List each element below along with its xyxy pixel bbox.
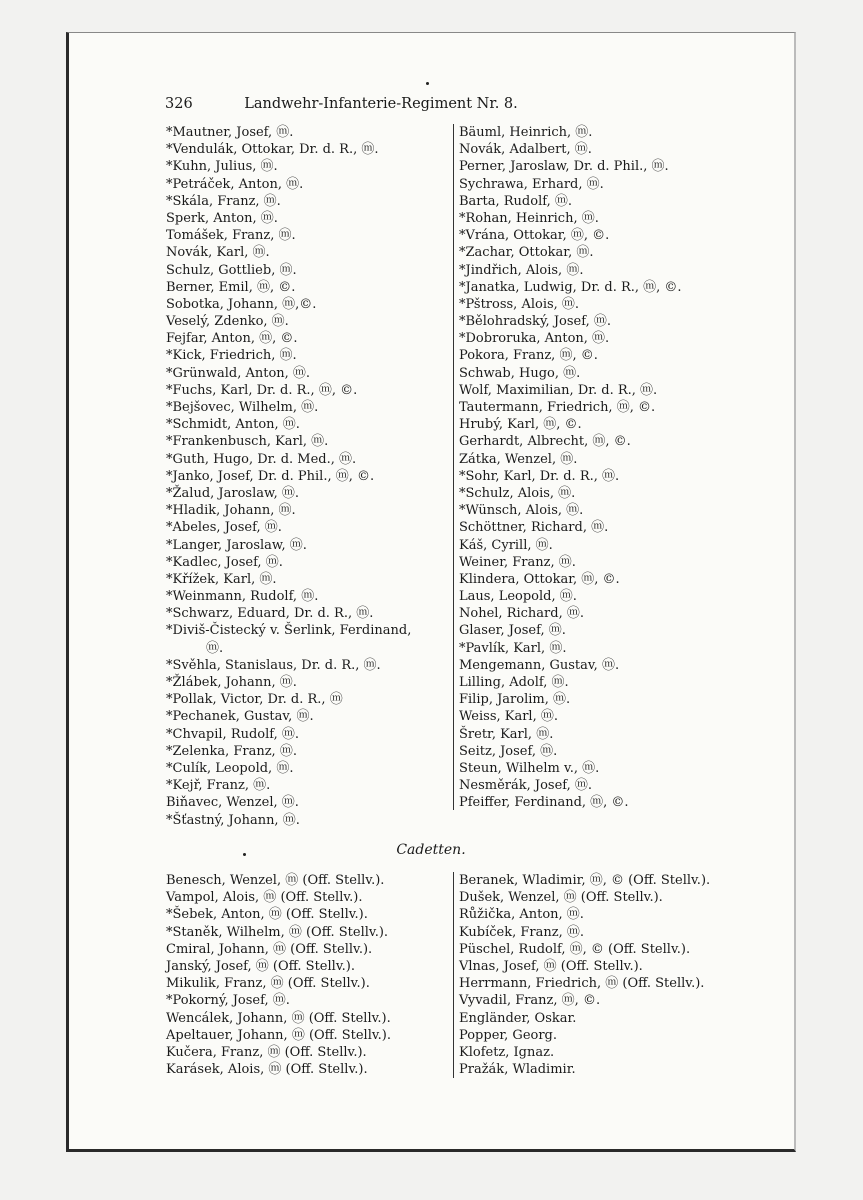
list-item: *Kejř, Franz, ⓜ. <box>166 778 271 794</box>
list-item: *Pechanek, Gustav, ⓜ. <box>166 709 314 725</box>
list-item: Kučera, Franz, ⓜ (Off. Stellv.). <box>166 1044 367 1060</box>
list-item: *Fuchs, Karl, Dr. d. R., ⓜ, ©. <box>166 382 358 398</box>
list-item: Nohel, Richard, ⓜ. <box>459 606 584 622</box>
list-item: Šretr, Karl, ⓜ. <box>459 726 554 742</box>
list-item: Herrmann, Friedrich, ⓜ (Off. Stellv.). <box>459 976 705 992</box>
list-item: Apeltauer, Johann, ⓜ (Off. Stellv.). <box>166 1027 391 1043</box>
list-item: Sobotka, Johann, ⓜ,©. <box>166 296 317 312</box>
list-item: Perner, Jaroslaw, Dr. d. Phil., ⓜ. <box>459 159 669 175</box>
list-item: Růžička, Anton, ⓜ. <box>459 907 584 923</box>
list-item: *Žlábek, Johann, ⓜ. <box>166 675 297 690</box>
list-item: *Kadlec, Josef, ⓜ. <box>166 554 283 570</box>
list-item: Fejfar, Anton, ⓜ, ©. <box>166 331 298 347</box>
list-item: *Grünwald, Anton, ⓜ. <box>166 365 311 381</box>
list-item: Janský, Josef, ⓜ (Off. Stellv.). <box>166 958 355 974</box>
list-item: *Křížek, Karl, ⓜ. <box>166 571 277 587</box>
list-item: *Bělohradský, Josef, ⓜ. <box>459 314 611 330</box>
list-item: Glaser, Josef, ⓜ. <box>459 623 566 639</box>
list-item: Mikulik, Franz, ⓜ (Off. Stellv.). <box>166 976 370 992</box>
list-item: Beranek, Wladimir, ⓜ, © (Off. Stellv.). <box>459 873 711 888</box>
list-item: *Žalud, Jaroslaw, ⓜ. <box>166 485 299 501</box>
list-item: Veselý, Zdenko, ⓜ. <box>166 314 289 330</box>
list-item: Lilling, Adolf, ⓜ. <box>459 675 569 690</box>
list-item: Wencálek, Johann, ⓜ (Off. Stellv.). <box>166 1010 391 1026</box>
list-item: Laus, Leopold, ⓜ. <box>459 589 577 605</box>
list-item: *Šťastný, Johann, ⓜ. <box>166 812 300 828</box>
list-item: *Zelenka, Franz, ⓜ. <box>166 743 297 759</box>
list-item: *Kuhn, Julius, ⓜ. <box>166 159 278 175</box>
list-item: *Pavlík, Karl, ⓜ. <box>459 640 567 656</box>
list-item: Kubíček, Franz, ⓜ. <box>459 924 584 940</box>
running-title: Landwehr-Infanterie-Regiment Nr. 8. <box>244 96 518 112</box>
list-item: *Svěhla, Stanislaus, Dr. d. R., ⓜ. <box>166 657 381 673</box>
list-item: Benesch, Wenzel, ⓜ (Off. Stellv.). <box>166 873 385 888</box>
list-item: Mengemann, Gustav, ⓜ. <box>459 657 620 673</box>
list-item: *Hladik, Johann, ⓜ. <box>166 503 296 519</box>
list-item: Seitz, Josef, ⓜ. <box>459 743 558 759</box>
list-item: Vampol, Alois, ⓜ (Off. Stellv.). <box>166 890 363 906</box>
list-item: Pokora, Franz, ⓜ, ©. <box>459 348 598 364</box>
list-item: Püschel, Rudolf, ⓜ, © (Off. Stellv.). <box>459 941 691 957</box>
list-item: Schwab, Hugo, ⓜ. <box>459 365 581 381</box>
list-item: Vyvadil, Franz, ⓜ, ©. <box>459 993 601 1009</box>
list-item: Sychrawa, Erhard, ⓜ. <box>459 176 604 192</box>
list-item: Klindera, Ottokar, ⓜ, ©. <box>459 571 620 587</box>
list-item: *Janko, Josef, Dr. d. Phil., ⓜ, ©. <box>166 468 375 484</box>
officer-list-left <box>166 124 448 829</box>
column-divider <box>453 872 454 1078</box>
list-item: *Guth, Hugo, Dr. d. Med., ⓜ. <box>166 451 357 467</box>
list-item: *Vrána, Ottokar, ⓜ, ©. <box>459 228 610 244</box>
list-item: *Rohan, Heinrich, ⓜ. <box>459 210 599 226</box>
list-item: *Pštross, Alois, ⓜ. <box>459 296 580 312</box>
list-item: *Staněk, Wilhelm, ⓜ (Off. Stellv.). <box>166 924 389 940</box>
list-item: *Šebek, Anton, ⓜ (Off. Stellv.). <box>166 907 368 923</box>
list-item: Nesměrák, Josef, ⓜ. <box>459 778 593 794</box>
list-item: Filip, Jarolim, ⓜ. <box>459 692 571 708</box>
list-item: *Jindřich, Alois, ⓜ. <box>459 262 584 278</box>
list-item: Sperk, Anton, ⓜ. <box>166 210 278 226</box>
list-item: Engländer, Oskar. <box>459 1010 577 1026</box>
list-item: *Sohr, Karl, Dr. d. R., ⓜ. <box>459 468 620 484</box>
list-item: Dušek, Wenzel, ⓜ (Off. Stellv.). <box>459 890 663 906</box>
cadet-list-right <box>459 872 759 1078</box>
list-item: Wolf, Maximilian, Dr. d. R., ⓜ. <box>459 382 658 398</box>
list-item: *Langer, Jaroslaw, ⓜ. <box>166 537 307 553</box>
list-item: Novák, Karl, ⓜ. <box>166 245 270 261</box>
list-item: ⓜ. <box>206 640 224 656</box>
list-item: Berner, Emil, ⓜ, ©. <box>166 279 296 295</box>
list-item: *Skála, Franz, ⓜ. <box>166 193 281 209</box>
list-item: Bäuml, Heinrich, ⓜ. <box>459 125 593 140</box>
list-item: Biňavec, Wenzel, ⓜ. <box>166 795 299 811</box>
list-item: *Frankenbusch, Karl, ⓜ. <box>166 434 329 450</box>
list-item: *Mautner, Josef, ⓜ. <box>166 125 294 140</box>
list-item: Hrubý, Karl, ⓜ, ©. <box>459 417 582 433</box>
list-item: Karásek, Alois, ⓜ (Off. Stellv.). <box>166 1062 368 1078</box>
list-item: Weiner, Franz, ⓜ. <box>459 554 576 570</box>
list-item: Barta, Rudolf, ⓜ. <box>459 193 572 209</box>
list-item: Tautermann, Friedrich, ⓜ, ©. <box>459 400 656 415</box>
list-item: Klofetz, Ignaz. <box>459 1044 555 1060</box>
list-item: *Chvapil, Rudolf, ⓜ. <box>166 726 300 742</box>
officer-list-right <box>459 124 759 812</box>
section-title-cadets: Cadetten. <box>396 842 466 858</box>
list-item: *Bejšovec, Wilhelm, ⓜ. <box>166 400 319 415</box>
running-header <box>165 96 597 116</box>
list-item: *Weinmann, Rudolf, ⓜ. <box>166 589 319 605</box>
list-item: Schulz, Gottlieb, ⓜ. <box>166 262 297 278</box>
list-item: Tomášek, Franz, ⓜ. <box>166 228 296 244</box>
list-item: *Petráček, Anton, ⓜ. <box>166 176 304 192</box>
list-item: *Culík, Leopold, ⓜ. <box>166 760 294 776</box>
list-item: *Schmidt, Anton, ⓜ. <box>166 417 300 433</box>
page-number: 326 <box>165 96 193 112</box>
column-divider <box>453 124 454 810</box>
list-item: Steun, Wilhelm v., ⓜ. <box>459 760 600 776</box>
list-item: Gerhardt, Albrecht, ⓜ, ©. <box>459 434 631 450</box>
list-item: *Kick, Friedrich, ⓜ. <box>166 348 297 364</box>
list-item: *Schwarz, Eduard, Dr. d. R., ⓜ. <box>166 606 374 622</box>
list-item: *Dobroruka, Anton, ⓜ. <box>459 331 610 347</box>
list-item: *Schulz, Alois, ⓜ. <box>459 485 576 501</box>
list-item: Pražák, Wladimir. <box>459 1062 576 1078</box>
list-item: *Wünsch, Alois, ⓜ. <box>459 503 584 519</box>
print-dot <box>426 82 429 85</box>
list-item: *Diviš-Čistecký v. Šerlink, Ferdinand, <box>166 623 412 639</box>
list-item: Vlnas, Josef, ⓜ (Off. Stellv.). <box>459 958 643 974</box>
cadet-list-left <box>166 872 456 1078</box>
list-item: Pfeiffer, Ferdinand, ⓜ, ©. <box>459 795 629 811</box>
list-item: Schöttner, Richard, ⓜ. <box>459 520 609 536</box>
list-item: *Abeles, Josef, ⓜ. <box>166 520 282 536</box>
list-item: *Pollak, Victor, Dr. d. R., ⓜ <box>166 692 343 708</box>
list-item: Novák, Adalbert, ⓜ. <box>459 142 592 158</box>
list-item: Weiss, Karl, ⓜ. <box>459 709 558 725</box>
list-item: Cmiral, Johann, ⓜ (Off. Stellv.). <box>166 941 373 957</box>
list-item: *Pokorný, Josef, ⓜ. <box>166 993 290 1009</box>
list-item: Káš, Cyrill, ⓜ. <box>459 537 553 553</box>
list-item: *Janatka, Ludwig, Dr. d. R., ⓜ, ©. <box>459 279 682 295</box>
list-item: *Zachar, Ottokar, ⓜ. <box>459 245 594 261</box>
list-item: Popper, Georg. <box>459 1027 558 1043</box>
list-item: *Vendulák, Ottokar, Dr. d. R., ⓜ. <box>166 142 379 158</box>
list-item: Zátka, Wenzel, ⓜ. <box>459 451 578 467</box>
